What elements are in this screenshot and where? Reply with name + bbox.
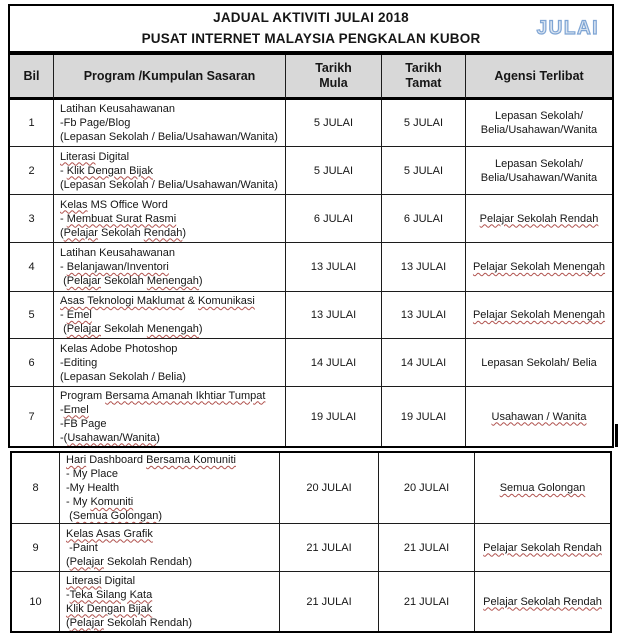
text-segment: -Editing [60, 356, 98, 369]
program-cell [54, 100, 286, 147]
agency-line [483, 541, 602, 555]
program-cell [54, 195, 286, 243]
spellcheck-flagged-text: Bersama Komuniti [146, 454, 236, 466]
program-line [60, 150, 129, 164]
text-cursor-mark [615, 424, 618, 447]
program-cell [60, 572, 280, 631]
program-line [66, 588, 152, 602]
spellcheck-flagged-text: Pelajar [69, 616, 104, 629]
spellcheck-flagged-text: Klik Dengan Bijak [66, 602, 153, 615]
spellcheck-flagged-text: Pelajar Sekolah Rendah [483, 541, 602, 554]
bil-cell: 10 [12, 572, 60, 631]
date-start-cell: 5 JULAI [286, 147, 382, 195]
spellcheck-flagged-text: Pelajar [63, 226, 98, 239]
bil-cell: 2 [10, 147, 54, 195]
program-line [60, 417, 106, 431]
spellcheck-flagged-text: Pelajar [69, 555, 104, 568]
text-segment: -Fb Page/Blog [60, 117, 131, 129]
date-end-cell: 19 JULAI [382, 387, 466, 446]
program-line [66, 495, 133, 509]
text-segment: ( [60, 323, 67, 335]
column-header-line: Tamat [405, 76, 442, 90]
agency-cell [466, 195, 612, 243]
text-segment: Digital [101, 574, 136, 587]
text-segment: Lepasan Sekolah/ [494, 157, 584, 170]
spellcheck-flagged-text: Menengah [146, 275, 199, 287]
bil-cell: 1 [10, 100, 54, 147]
text-segment: Sekolah [97, 226, 144, 239]
program-line [60, 389, 265, 403]
spellcheck-flagged-text: Emel [66, 309, 92, 321]
month-badge: JULAI [536, 17, 599, 39]
program-line [60, 356, 97, 370]
text-segment: Latihan Keusahawanan [60, 103, 175, 115]
program-line [66, 481, 119, 495]
program-line [66, 453, 236, 467]
text-segment: Digital [95, 150, 130, 163]
text-segment: Belia/Usahawan/Wanita [480, 124, 598, 136]
spellcheck-flagged-text: Pelajar Sekolah Rendah [479, 212, 599, 225]
spellcheck-flagged-text: Literasi [60, 150, 96, 163]
date-end-cell: 21 JULAI [379, 572, 475, 631]
program-line [60, 164, 153, 178]
agency-cell [475, 453, 610, 524]
text-segment: ( [60, 226, 64, 239]
text-segment: MS Office Word [87, 198, 168, 211]
text-segment: Sekolah Rendah) [103, 555, 192, 568]
text-segment: ( [66, 510, 73, 522]
program-line [66, 467, 118, 481]
date-start-cell: 21 JULAI [280, 524, 379, 572]
spellcheck-flagged-text: Pelajar Sekolah Rendah [483, 595, 602, 608]
date-start-cell: 19 JULAI [286, 387, 382, 446]
spellcheck-flagged-text: Membuat Surat Rasmi [66, 212, 177, 225]
bil-cell: 5 [10, 292, 54, 339]
program-line [60, 274, 203, 288]
date-end-cell: 20 JULAI [379, 453, 475, 524]
column-header-program [54, 55, 286, 100]
spellcheck-flagged-text: Hari [66, 454, 87, 466]
date-start-cell: 5 JULAI [286, 100, 382, 147]
text-segment: Belia/Usahawan/Wanita [480, 171, 598, 184]
bil-cell: 4 [10, 243, 54, 292]
agency-line [473, 308, 605, 322]
program-line [60, 260, 169, 274]
program-cell [60, 524, 280, 572]
spellcheck-flagged-text: Klik Dengan Bijak [66, 164, 153, 177]
spellcheck-flagged-text: Komuniti [90, 496, 134, 508]
text-segment: (Lepasan Sekolah / Belia/Usahawan/Wanita) [60, 178, 278, 191]
program-line [60, 322, 203, 336]
spellcheck-flagged-text: Kelas Asas Grafik [66, 527, 153, 540]
column-header-bil [10, 55, 54, 100]
agency-line [481, 356, 597, 370]
title-box [8, 4, 614, 53]
program-line [66, 509, 162, 523]
column-header-line: Mula [319, 76, 348, 90]
text-segment: Dashboard [86, 454, 147, 466]
spellcheck-flagged-text: Komunikasi [197, 295, 255, 307]
text-segment: - [60, 309, 67, 321]
date-start-cell: 13 JULAI [286, 243, 382, 292]
text-segment: Latihan Keusahawanan [60, 247, 175, 259]
agency-cell [475, 572, 610, 631]
program-line [66, 616, 192, 630]
text-segment: Sekolah [100, 275, 147, 287]
text-segment: Sekolah [100, 323, 147, 335]
program-line [66, 541, 98, 555]
date-start-cell: 6 JULAI [286, 195, 382, 243]
spellcheck-flagged-text: Emel [63, 403, 89, 416]
program-line [60, 308, 92, 322]
date-end-cell: 14 JULAI [382, 339, 466, 387]
text-segment: & [184, 295, 198, 307]
spellcheck-flagged-text: Pelajar [66, 323, 101, 335]
date-end-cell: 13 JULAI [382, 292, 466, 339]
spellcheck-flagged-text: Teka Silang Kata [69, 588, 153, 601]
date-end-cell: 6 JULAI [382, 195, 466, 243]
activity-table-upper [8, 53, 614, 448]
date-end-cell: 21 JULAI [379, 524, 475, 572]
agency-cell [466, 100, 612, 147]
text-segment: - [60, 261, 67, 273]
text-segment: - [60, 164, 67, 177]
agency-cell [466, 387, 612, 446]
text-segment: (Lepasan Sekolah / Belia/Usahawan/Wanita) [60, 131, 278, 143]
text-segment: ) [158, 510, 163, 522]
text-segment: ( [66, 555, 70, 568]
program-cell [54, 387, 286, 446]
text-segment: - My Place [66, 468, 118, 480]
spellcheck-flagged-text: Bersama Amanah Ikhtiar Tumpat [105, 389, 266, 402]
text-segment: ) [198, 275, 203, 287]
column-header-line: Bil [23, 68, 40, 83]
spellcheck-flagged-text: Pelajar [66, 275, 101, 287]
bil-cell: 7 [10, 387, 54, 446]
agency-cell [466, 147, 612, 195]
spellcheck-flagged-text: Pelajar Sekolah Menengah [472, 309, 606, 321]
text-segment: - [60, 403, 64, 416]
column-header-line: Tarikh [405, 61, 442, 75]
spellcheck-flagged-text: Literasi [66, 574, 102, 587]
column-header-line: Program /Kumpulan Sasaran [83, 68, 256, 83]
spellcheck-flagged-text: Usahawan / Wanita [491, 410, 587, 423]
activity-table-lower [10, 451, 612, 633]
program-line [60, 198, 168, 212]
agency-cell [466, 292, 612, 339]
program-cell [54, 147, 286, 195]
bil-cell: 3 [10, 195, 54, 243]
agency-line [492, 410, 587, 424]
document-title-line2: PUSAT INTERNET MALAYSIA PENGKALAN KUBOR [141, 30, 481, 46]
program-line [60, 178, 278, 192]
program-line [60, 370, 186, 384]
agency-line [483, 595, 602, 609]
spellcheck-flagged-text: Menengah [146, 323, 199, 335]
program-cell [54, 339, 286, 387]
spellcheck-flagged-text: Semua Golongan [499, 482, 586, 494]
agency-line [481, 123, 597, 137]
program-line [60, 212, 176, 226]
program-cell [54, 292, 286, 339]
program-line [60, 102, 175, 116]
column-header-tarikh-mula [286, 55, 382, 100]
bil-cell: 8 [12, 453, 60, 524]
text-segment: ( [60, 275, 67, 287]
date-start-cell: 21 JULAI [280, 572, 379, 631]
agency-cell [466, 339, 612, 387]
spellcheck-flagged-text: Belanjawan/Inventori [66, 261, 169, 273]
program-line [60, 431, 160, 445]
program-line [66, 574, 135, 588]
date-start-cell: 13 JULAI [286, 292, 382, 339]
bil-cell: 9 [12, 524, 60, 572]
text-segment: (Lepasan Sekolah / Belia) [60, 370, 186, 383]
program-line [60, 116, 130, 130]
program-line [60, 403, 89, 417]
document-title-line1: JADUAL AKTIVITI JULAI 2018 [213, 10, 409, 26]
program-line [66, 555, 192, 569]
program-line [60, 226, 186, 240]
text-segment: -Paint [66, 541, 98, 554]
spellcheck-flagged-text: Asas Teknologi Maklumat [60, 295, 185, 307]
date-end-cell: 5 JULAI [382, 100, 466, 147]
spellcheck-flagged-text: Rendah [143, 226, 183, 239]
text-segment: - [66, 588, 70, 601]
column-header-line: Tarikh [315, 61, 352, 75]
text-segment: ( [66, 616, 70, 629]
agency-line [495, 157, 583, 171]
program-line [60, 130, 278, 144]
date-start-cell: 20 JULAI [280, 453, 379, 524]
text-segment: Kelas Adobe Photoshop [60, 342, 178, 355]
spellcheck-flagged-text: Usahawan/Wanita [67, 431, 157, 444]
program-cell [60, 453, 280, 524]
text-segment: Lepasan Sekolah/ [494, 110, 584, 122]
date-start-cell: 14 JULAI [286, 339, 382, 387]
program-line [60, 294, 255, 308]
agency-cell [466, 243, 612, 292]
agency-line [473, 260, 605, 274]
column-header-tarikh-tamat [382, 55, 466, 100]
text-segment: -( [60, 431, 68, 444]
text-segment: -FB Page [60, 417, 107, 430]
bil-cell: 6 [10, 339, 54, 387]
program-cell [54, 243, 286, 292]
spellcheck-flagged-text: Pelajar Sekolah Menengah [472, 261, 606, 273]
column-header-agensi [466, 55, 612, 100]
text-segment: Sekolah Rendah) [103, 616, 192, 629]
agency-line [500, 481, 586, 495]
text-segment: ) [182, 226, 187, 239]
agency-line [481, 171, 597, 185]
text-segment: ) [156, 431, 160, 444]
program-line [60, 342, 177, 356]
program-line [60, 246, 175, 260]
text-segment: - My [66, 496, 91, 508]
text-segment: ) [198, 323, 203, 335]
spellcheck-flagged-text: Semua Golongan [72, 510, 159, 522]
agency-cell [475, 524, 610, 572]
date-end-cell: 13 JULAI [382, 243, 466, 292]
text-segment: -My Health [66, 482, 120, 494]
agency-line [495, 109, 583, 123]
text-segment: Program [60, 389, 106, 402]
text-segment: Lepasan Sekolah/ Belia [481, 356, 597, 369]
program-line [66, 527, 153, 541]
date-end-cell: 5 JULAI [382, 147, 466, 195]
text-segment: - [60, 212, 67, 225]
program-line [66, 602, 152, 616]
agency-line [480, 212, 599, 226]
column-header-line: Agensi Terlibat [494, 68, 584, 83]
spellcheck-flagged-text: Kelas [60, 198, 88, 211]
